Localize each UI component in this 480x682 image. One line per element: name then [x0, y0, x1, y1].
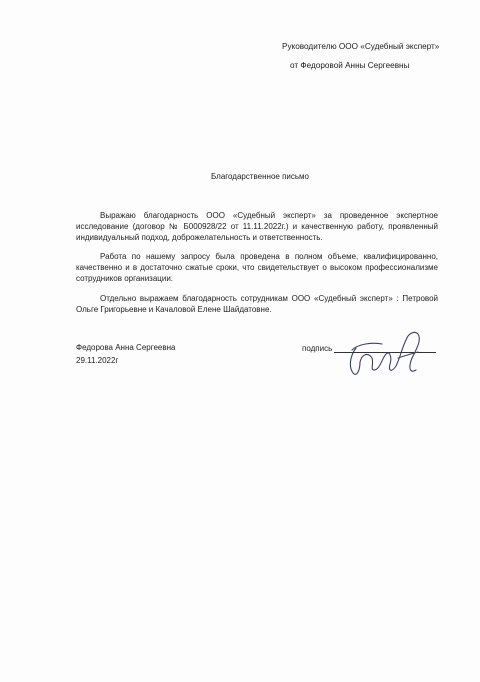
paragraph-gratitude: Выражаю благодарность ООО «Судебный эксперт» за проведенное экспертное исследование (договор № Б000928/22 от 11.11.2022г.) и качественную работу, проявленный индивидуальный подход, доброжелательность и ответственность.	[76, 211, 438, 242]
signature-label: подпись	[302, 344, 333, 353]
paragraph-work-quality: Работа по нашему запросу была проведена в полном объеме, квалифицированно, качественно и в достаточно сжатые сроки, что свидетельствует о высоком профессионализме сотрудников организации.	[76, 252, 438, 283]
handwritten-signature	[338, 318, 438, 378]
sender-date: 29.11.2022г	[76, 356, 119, 365]
paragraph-staff-thanks: Отдельно выражаем благодарность сотрудникам ООО «Судебный эксперт» : Петровой Ольге Григорьевне и Качаловой Елене Шайдатовне.	[76, 294, 438, 314]
sender-name: Федорова Анна Сергеевна	[76, 343, 176, 352]
document-title: Благодарственное письмо	[210, 172, 309, 181]
recipient-line-1: Руководителю ООО «Судебный эксперт»	[282, 42, 440, 51]
recipient-line-2: от Федоровой Анны Сергеевны	[290, 61, 410, 70]
